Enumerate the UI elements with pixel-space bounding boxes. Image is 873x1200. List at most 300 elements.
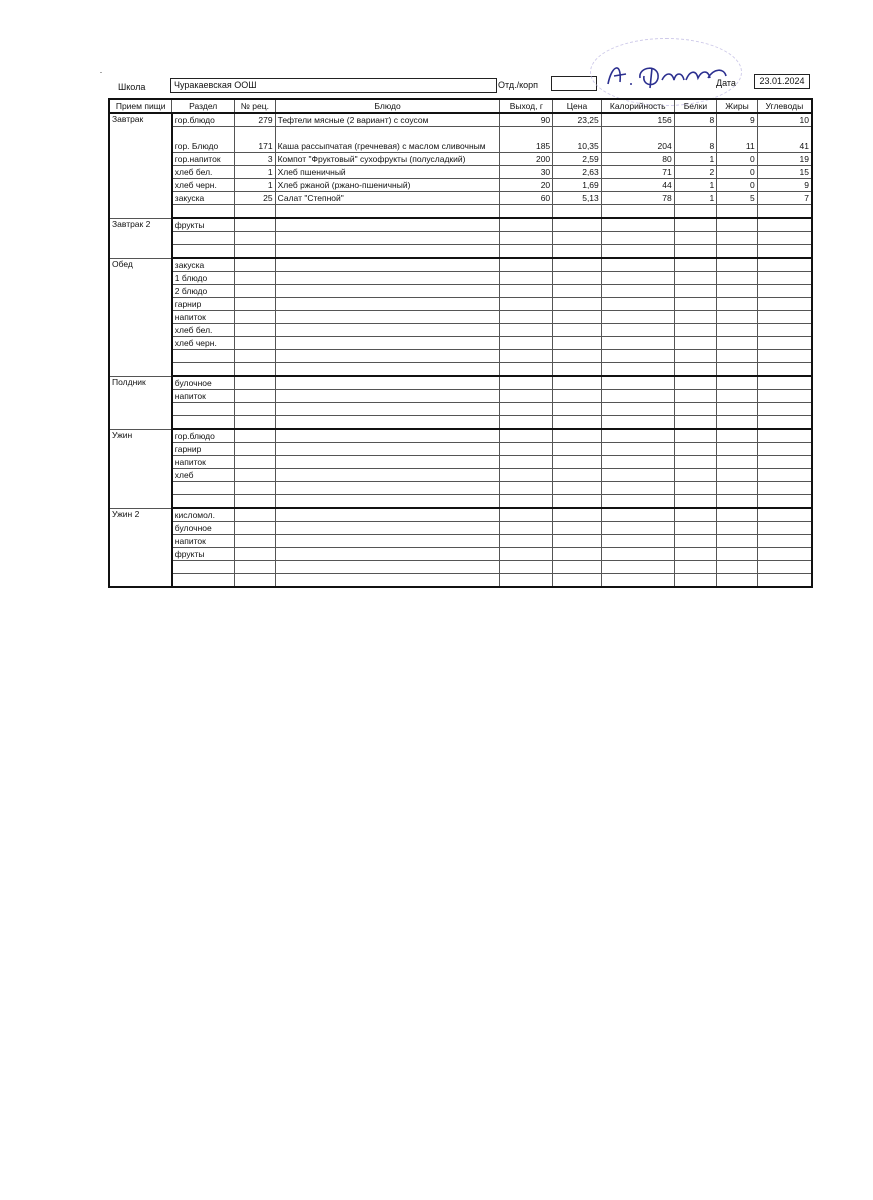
calories-cell: 71	[601, 166, 674, 179]
output-cell	[500, 218, 553, 232]
dept-label: Отд./корп	[498, 80, 538, 90]
proteins-cell	[674, 548, 717, 561]
table-row	[109, 153, 812, 166]
dish-cell	[275, 561, 500, 574]
table-row	[109, 205, 812, 219]
meal-name-cell: Ужин	[109, 429, 172, 508]
proteins-cell: 1	[674, 179, 717, 192]
table-header-row	[109, 99, 812, 113]
output-cell	[500, 324, 553, 337]
calories-cell	[601, 561, 674, 574]
meal-name-cell: Обед	[109, 258, 172, 376]
output-cell: 200	[500, 153, 553, 166]
table-row	[109, 535, 812, 548]
recipe-cell: 1	[235, 179, 276, 192]
dish-cell	[275, 508, 500, 522]
price-cell	[553, 376, 602, 390]
output-cell	[500, 232, 553, 245]
meal-name-cell: Завтрак 2	[109, 218, 172, 258]
section-cell	[172, 403, 235, 416]
section-cell	[172, 350, 235, 363]
calories-cell: 204	[601, 127, 674, 153]
col-header-calories: Калорийность	[601, 99, 674, 113]
calories-cell	[601, 469, 674, 482]
price-cell	[553, 561, 602, 574]
recipe-cell: 3	[235, 153, 276, 166]
output-cell	[500, 258, 553, 272]
proteins-cell	[674, 508, 717, 522]
dish-cell	[275, 403, 500, 416]
table-row	[109, 482, 812, 495]
recipe-cell: 171	[235, 127, 276, 153]
proteins-cell	[674, 469, 717, 482]
output-cell	[500, 522, 553, 535]
fats-cell: 0	[717, 179, 758, 192]
section-cell: напиток	[172, 390, 235, 403]
output-cell	[500, 443, 553, 456]
section-cell	[172, 205, 235, 219]
calories-cell	[601, 337, 674, 350]
output-cell	[500, 205, 553, 219]
col-header-fats: Жиры	[717, 99, 758, 113]
recipe-cell	[235, 298, 276, 311]
calories-cell	[601, 456, 674, 469]
proteins-cell: 2	[674, 166, 717, 179]
table-row	[109, 272, 812, 285]
calories-cell: 80	[601, 153, 674, 166]
section-cell: закуска	[172, 258, 235, 272]
fats-cell	[717, 469, 758, 482]
proteins-cell	[674, 495, 717, 509]
recipe-cell	[235, 363, 276, 377]
dish-cell: Каша рассыпчатая (гречневая) с маслом сливочным	[275, 127, 500, 153]
price-cell	[553, 258, 602, 272]
recipe-cell: 279	[235, 113, 276, 127]
carbs-cell	[757, 298, 812, 311]
meal-name-cell: Полдник	[109, 376, 172, 429]
section-cell: гарнир	[172, 443, 235, 456]
fats-cell	[717, 218, 758, 232]
dish-cell	[275, 482, 500, 495]
table-row	[109, 179, 812, 192]
table-row	[109, 113, 812, 127]
price-cell: 23,25	[553, 113, 602, 127]
carbs-cell	[757, 376, 812, 390]
school-label: Школа	[118, 82, 146, 92]
carbs-cell	[757, 522, 812, 535]
fats-cell	[717, 363, 758, 377]
output-cell	[500, 469, 553, 482]
recipe-cell	[235, 311, 276, 324]
table-row	[109, 127, 812, 153]
proteins-cell	[674, 232, 717, 245]
table-row	[109, 192, 812, 205]
dish-cell	[275, 456, 500, 469]
dish-cell	[275, 548, 500, 561]
carbs-cell	[757, 258, 812, 272]
table-row	[109, 403, 812, 416]
section-cell: 1 блюдо	[172, 272, 235, 285]
section-cell: хлеб бел.	[172, 324, 235, 337]
section-cell: гор.блюдо	[172, 113, 235, 127]
recipe-cell: 1	[235, 166, 276, 179]
price-cell	[553, 390, 602, 403]
proteins-cell	[674, 337, 717, 350]
proteins-cell: 8	[674, 127, 717, 153]
dish-cell	[275, 245, 500, 259]
table-row	[109, 232, 812, 245]
fats-cell	[717, 495, 758, 509]
fats-cell	[717, 574, 758, 588]
carbs-cell: 9	[757, 179, 812, 192]
dish-cell	[275, 218, 500, 232]
proteins-cell: 1	[674, 192, 717, 205]
fats-cell	[717, 561, 758, 574]
col-header-carbs: Углеводы	[757, 99, 812, 113]
section-cell: гор.напиток	[172, 153, 235, 166]
fats-cell: 11	[717, 127, 758, 153]
calories-cell	[601, 403, 674, 416]
calories-cell	[601, 324, 674, 337]
dish-cell	[275, 429, 500, 443]
output-cell	[500, 548, 553, 561]
carbs-cell	[757, 495, 812, 509]
price-cell	[553, 298, 602, 311]
output-cell	[500, 311, 553, 324]
calories-cell	[601, 390, 674, 403]
carbs-cell	[757, 561, 812, 574]
output-cell	[500, 376, 553, 390]
dish-cell	[275, 324, 500, 337]
recipe-cell	[235, 285, 276, 298]
col-header-proteins: Белки	[674, 99, 717, 113]
table-row	[109, 337, 812, 350]
carbs-cell	[757, 232, 812, 245]
fats-cell: 0	[717, 153, 758, 166]
recipe-cell	[235, 416, 276, 430]
dish-cell	[275, 272, 500, 285]
fats-cell: 5	[717, 192, 758, 205]
output-cell	[500, 429, 553, 443]
section-cell: булочное	[172, 522, 235, 535]
date-field[interactable]: 23.01.2024	[754, 74, 810, 89]
recipe-cell	[235, 548, 276, 561]
fats-cell	[717, 429, 758, 443]
fats-cell	[717, 548, 758, 561]
col-header-recipe: № рец.	[235, 99, 276, 113]
carbs-cell	[757, 337, 812, 350]
calories-cell	[601, 416, 674, 430]
carbs-cell	[757, 535, 812, 548]
recipe-cell	[235, 205, 276, 219]
calories-cell	[601, 376, 674, 390]
dish-cell: Хлеб пшеничный	[275, 166, 500, 179]
calories-cell	[601, 285, 674, 298]
output-cell	[500, 574, 553, 588]
col-header-section: Раздел	[172, 99, 235, 113]
dish-cell	[275, 376, 500, 390]
section-cell: хлеб черн.	[172, 337, 235, 350]
fats-cell	[717, 535, 758, 548]
table-row	[109, 508, 812, 522]
col-header-dish: Блюдо	[275, 99, 500, 113]
fats-cell	[717, 311, 758, 324]
dish-cell: Хлеб ржаной (ржано-пшеничный)	[275, 179, 500, 192]
date-label: Дата	[716, 78, 736, 88]
price-cell	[553, 350, 602, 363]
calories-cell	[601, 205, 674, 219]
calories-cell: 156	[601, 113, 674, 127]
fats-cell	[717, 258, 758, 272]
table-row	[109, 429, 812, 443]
recipe-cell	[235, 469, 276, 482]
fats-cell	[717, 456, 758, 469]
output-cell: 60	[500, 192, 553, 205]
output-cell: 20	[500, 179, 553, 192]
carbs-cell: 19	[757, 153, 812, 166]
carbs-cell	[757, 205, 812, 219]
carbs-cell	[757, 482, 812, 495]
proteins-cell	[674, 285, 717, 298]
price-cell	[553, 311, 602, 324]
recipe-cell	[235, 495, 276, 509]
dish-cell	[275, 469, 500, 482]
calories-cell: 78	[601, 192, 674, 205]
price-cell	[553, 429, 602, 443]
proteins-cell	[674, 245, 717, 259]
fats-cell	[717, 416, 758, 430]
table-row	[109, 495, 812, 509]
section-cell: фрукты	[172, 548, 235, 561]
dish-cell	[275, 522, 500, 535]
recipe-cell	[235, 337, 276, 350]
price-cell: 5,13	[553, 192, 602, 205]
price-cell	[553, 218, 602, 232]
carbs-cell	[757, 443, 812, 456]
table-row	[109, 390, 812, 403]
col-header-price: Цена	[553, 99, 602, 113]
dish-cell	[275, 298, 500, 311]
price-cell: 1,69	[553, 179, 602, 192]
section-cell: напиток	[172, 535, 235, 548]
recipe-cell	[235, 324, 276, 337]
calories-cell: 44	[601, 179, 674, 192]
carbs-cell: 7	[757, 192, 812, 205]
col-header-meal: Прием пищи	[109, 99, 172, 113]
recipe-cell	[235, 350, 276, 363]
fats-cell	[717, 298, 758, 311]
recipe-cell	[235, 535, 276, 548]
fats-cell	[717, 205, 758, 219]
calories-cell	[601, 363, 674, 377]
output-cell: 90	[500, 113, 553, 127]
table-row	[109, 443, 812, 456]
price-cell	[553, 482, 602, 495]
fats-cell	[717, 337, 758, 350]
calories-cell	[601, 548, 674, 561]
carbs-cell	[757, 416, 812, 430]
signature-image	[600, 58, 730, 92]
output-cell	[500, 495, 553, 509]
carbs-cell	[757, 272, 812, 285]
price-cell	[553, 469, 602, 482]
recipe-cell	[235, 561, 276, 574]
calories-cell	[601, 245, 674, 259]
school-field[interactable]: Чуракаевская ООШ	[170, 78, 497, 93]
section-cell: хлеб	[172, 469, 235, 482]
price-cell	[553, 522, 602, 535]
dish-cell: Салат "Степной"	[275, 192, 500, 205]
table-row	[109, 311, 812, 324]
dept-field[interactable]	[551, 76, 597, 91]
carbs-cell	[757, 324, 812, 337]
carbs-cell	[757, 390, 812, 403]
proteins-cell	[674, 363, 717, 377]
table-row	[109, 416, 812, 430]
section-cell: кисломол.	[172, 508, 235, 522]
proteins-cell	[674, 522, 717, 535]
recipe-cell	[235, 429, 276, 443]
proteins-cell	[674, 535, 717, 548]
fats-cell	[717, 390, 758, 403]
carbs-cell	[757, 245, 812, 259]
section-cell	[172, 232, 235, 245]
dish-cell	[275, 311, 500, 324]
dish-cell	[275, 363, 500, 377]
output-cell	[500, 272, 553, 285]
recipe-cell	[235, 456, 276, 469]
proteins-cell	[674, 574, 717, 588]
fats-cell: 0	[717, 166, 758, 179]
price-cell	[553, 232, 602, 245]
calories-cell	[601, 508, 674, 522]
carbs-cell	[757, 311, 812, 324]
output-cell	[500, 337, 553, 350]
section-cell	[172, 574, 235, 588]
fats-cell	[717, 350, 758, 363]
recipe-cell	[235, 245, 276, 259]
proteins-cell	[674, 298, 717, 311]
recipe-cell	[235, 403, 276, 416]
carbs-cell	[757, 350, 812, 363]
dish-cell	[275, 390, 500, 403]
proteins-cell	[674, 218, 717, 232]
fats-cell	[717, 482, 758, 495]
dish-cell	[275, 443, 500, 456]
carbs-cell	[757, 363, 812, 377]
recipe-cell: 25	[235, 192, 276, 205]
proteins-cell	[674, 416, 717, 430]
recipe-cell	[235, 390, 276, 403]
price-cell	[553, 416, 602, 430]
recipe-cell	[235, 232, 276, 245]
proteins-cell	[674, 482, 717, 495]
table-row	[109, 376, 812, 390]
carbs-cell	[757, 456, 812, 469]
section-cell	[172, 495, 235, 509]
table-row	[109, 258, 812, 272]
proteins-cell: 8	[674, 113, 717, 127]
calories-cell	[601, 311, 674, 324]
output-cell	[500, 482, 553, 495]
carbs-cell	[757, 285, 812, 298]
table-row	[109, 456, 812, 469]
calories-cell	[601, 522, 674, 535]
table-row	[109, 324, 812, 337]
dish-cell: Компот "Фруктовый" сухофрукты (полусладкий)	[275, 153, 500, 166]
recipe-cell	[235, 574, 276, 588]
dish-cell	[275, 205, 500, 219]
proteins-cell	[674, 403, 717, 416]
table-row	[109, 469, 812, 482]
meal-name-cell: Завтрак	[109, 113, 172, 218]
calories-cell	[601, 272, 674, 285]
recipe-cell	[235, 272, 276, 285]
menu-table	[108, 98, 813, 588]
output-cell: 185	[500, 127, 553, 153]
price-cell	[553, 363, 602, 377]
proteins-cell	[674, 429, 717, 443]
price-cell: 10,35	[553, 127, 602, 153]
carbs-cell	[757, 403, 812, 416]
col-header-output: Выход, г	[500, 99, 553, 113]
price-cell	[553, 508, 602, 522]
calories-cell	[601, 218, 674, 232]
price-cell	[553, 285, 602, 298]
price-cell	[553, 456, 602, 469]
table-body	[109, 113, 812, 587]
dish-cell	[275, 285, 500, 298]
fats-cell	[717, 403, 758, 416]
recipe-cell	[235, 522, 276, 535]
price-cell	[553, 535, 602, 548]
proteins-cell: 1	[674, 153, 717, 166]
recipe-cell	[235, 218, 276, 232]
table-row	[109, 218, 812, 232]
dish-cell	[275, 416, 500, 430]
recipe-cell	[235, 376, 276, 390]
carbs-cell	[757, 548, 812, 561]
output-cell	[500, 456, 553, 469]
price-cell	[553, 548, 602, 561]
scan-mark: ˇ	[100, 73, 102, 79]
table-row	[109, 285, 812, 298]
output-cell	[500, 245, 553, 259]
fats-cell	[717, 508, 758, 522]
price-cell	[553, 272, 602, 285]
fats-cell: 9	[717, 113, 758, 127]
dish-cell	[275, 574, 500, 588]
fats-cell	[717, 272, 758, 285]
calories-cell	[601, 232, 674, 245]
carbs-cell	[757, 429, 812, 443]
fats-cell	[717, 376, 758, 390]
proteins-cell	[674, 258, 717, 272]
table-row	[109, 166, 812, 179]
recipe-cell	[235, 443, 276, 456]
table-row	[109, 574, 812, 588]
carbs-cell: 15	[757, 166, 812, 179]
price-cell	[553, 443, 602, 456]
calories-cell	[601, 495, 674, 509]
price-cell	[553, 205, 602, 219]
dish-cell	[275, 350, 500, 363]
calories-cell	[601, 482, 674, 495]
table-row	[109, 363, 812, 377]
fats-cell	[717, 324, 758, 337]
output-cell: 30	[500, 166, 553, 179]
dish-cell	[275, 495, 500, 509]
